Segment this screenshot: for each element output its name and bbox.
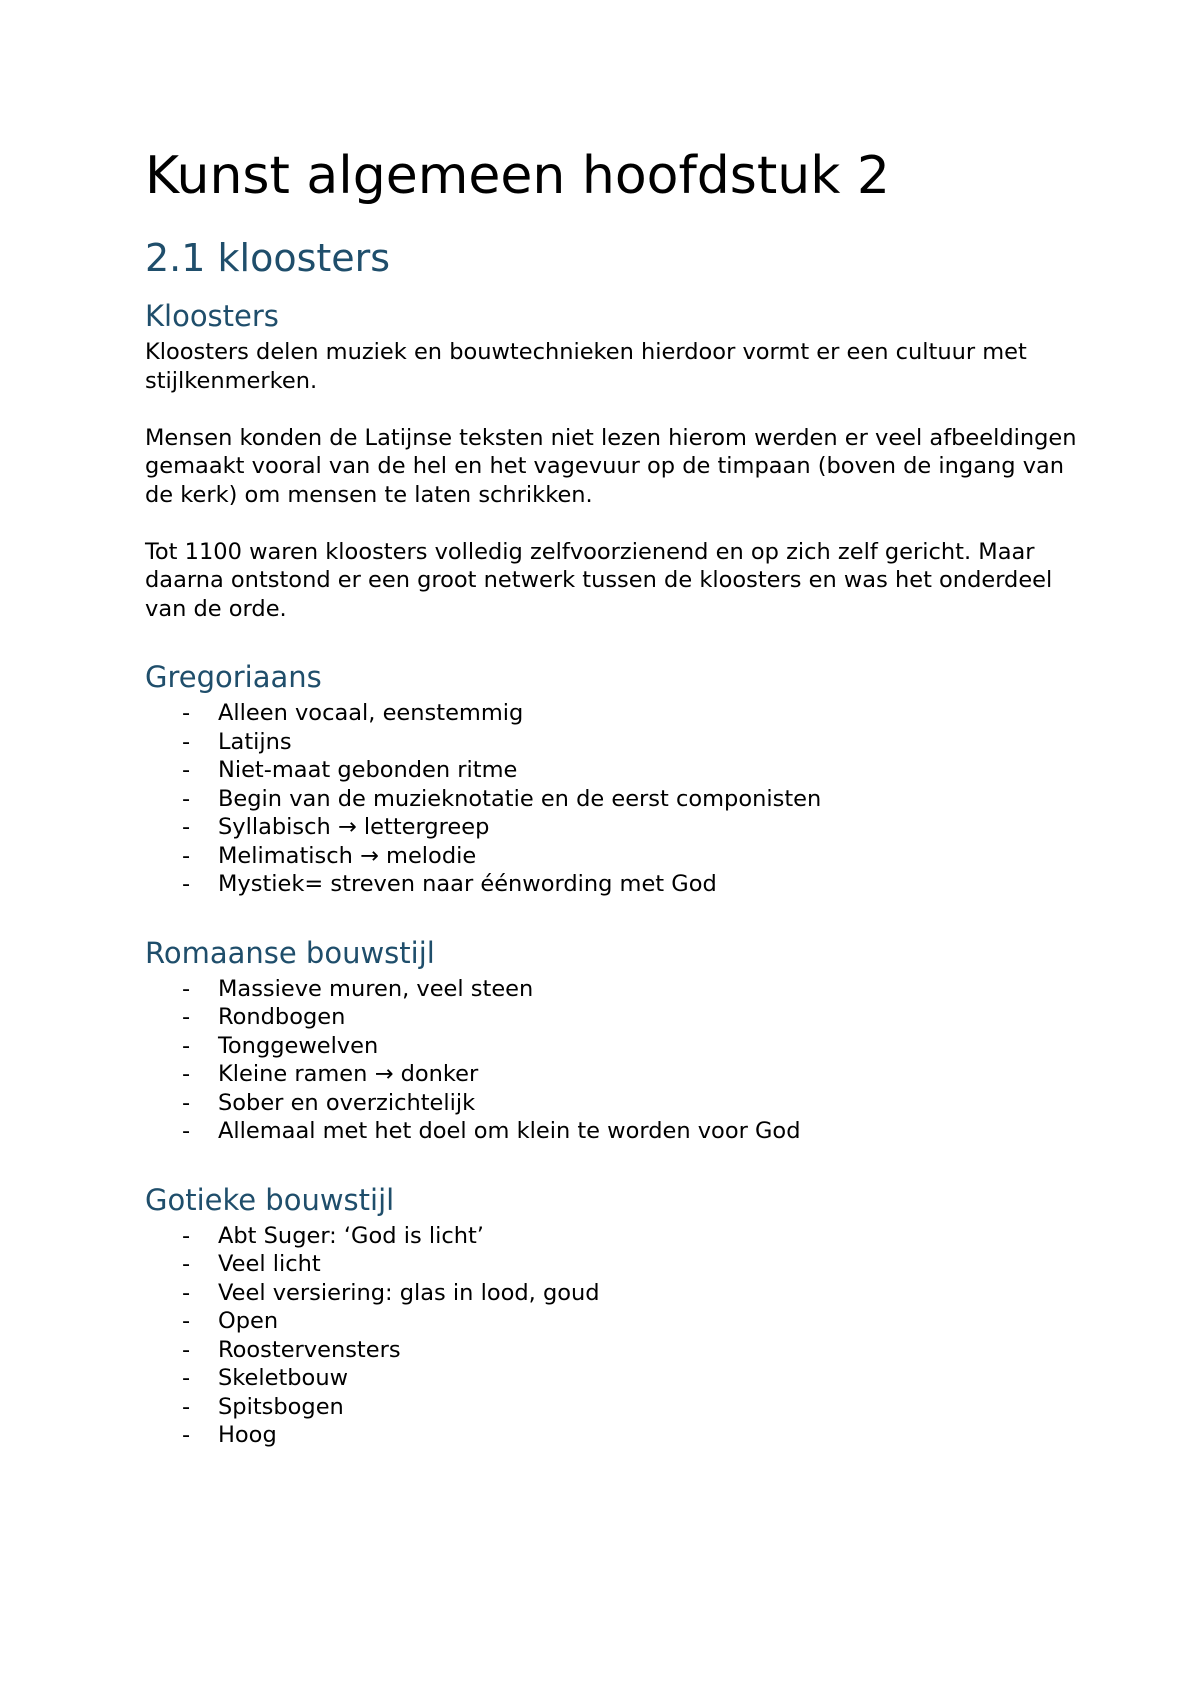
dash-bullet: - (182, 871, 191, 897)
list-item (145, 1364, 1085, 1393)
list-item-text: Sober en overzichtelijk (218, 1089, 476, 1116)
list-item (145, 975, 1085, 1004)
dash-bullet: - (182, 1061, 191, 1087)
dash-bullet: - (182, 1422, 191, 1448)
list-item-text: Begin van de muzieknotatie en de eerst componisten (218, 785, 822, 812)
section-heading: 2.1 kloosters (145, 236, 391, 280)
list-item-text: Rondbogen (218, 1004, 346, 1030)
list-item (145, 1336, 1085, 1365)
kloosters-heading: Kloosters (145, 299, 279, 333)
gregoriaans-heading: Gregoriaans (145, 660, 322, 694)
dash-bullet: - (182, 1393, 191, 1420)
romaans-list (145, 975, 1085, 1146)
list-item (145, 756, 1085, 785)
list-item (145, 1250, 1085, 1279)
dash-bullet: - (182, 1032, 191, 1059)
list-item (145, 728, 1085, 757)
list-item-text: Latijns (218, 728, 292, 755)
dash-bullet: - (182, 975, 191, 1002)
dash-bullet: - (182, 700, 191, 726)
list-item-text: Veel versiering: glas in lood, goud (218, 1279, 600, 1306)
list-item (145, 842, 1085, 871)
dash-bullet: - (182, 1308, 191, 1334)
dash-bullet: - (182, 1251, 191, 1277)
list-item-text: Melimatisch → melodie (218, 842, 477, 869)
list-item (145, 1089, 1085, 1118)
gotiek-list (145, 1222, 1085, 1450)
dash-bullet: - (182, 1336, 191, 1363)
list-item-text: Hoog (218, 1422, 277, 1448)
dash-bullet: - (182, 757, 191, 783)
list-item (145, 785, 1085, 814)
gregoriaans-list (145, 699, 1085, 899)
list-item (145, 1307, 1085, 1336)
paragraph: Mensen konden de Latijnse teksten niet lezen hierom werden er veel afbeeldingen gemaakt vooral van de hel en het vagevuur op de timpaan (boven de ingang van de kerk) om mensen te laten schrikken. (145, 424, 1077, 508)
dash-bullet: - (182, 728, 191, 755)
paragraph: Tot 1100 waren kloosters volledig zelfvoorzienend en op zich zelf gericht. Maar daarna ontstond er een groot netwerk tussen de kloosters en was het onderdeel van de orde. (145, 538, 1053, 622)
list-item (145, 1222, 1085, 1251)
gotiek-heading: Gotieke bouwstijl (145, 1182, 395, 1217)
list-item (145, 1060, 1085, 1089)
list-item-text: Syllabisch → lettergreep (218, 814, 490, 840)
dash-bullet: - (182, 1222, 191, 1249)
list-item (145, 1421, 1085, 1450)
list-item-text: Alleen vocaal, eenstemmig (218, 700, 524, 726)
dash-bullet: - (182, 1004, 191, 1030)
list-item-text: Abt Suger: ‘God is licht’ (218, 1222, 484, 1249)
list-item (145, 813, 1085, 842)
document-page (145, 140, 1085, 1450)
dash-bullet: - (182, 1089, 191, 1116)
list-item-text: Niet-maat gebonden ritme (218, 757, 518, 783)
list-item-text: Mystiek= streven naar éénwording met God (218, 871, 717, 897)
dash-bullet: - (182, 842, 191, 869)
list-item (145, 1393, 1085, 1422)
paragraph: Kloosters delen muziek en bouwtechnieken hierdoor vormt er een cultuur met stijlkenmerken. (145, 339, 1027, 394)
dash-bullet: - (182, 1279, 191, 1306)
list-item-text: Skeletbouw (218, 1365, 348, 1391)
kloosters-body (145, 338, 1085, 623)
list-item (145, 1003, 1085, 1032)
dash-bullet: - (182, 785, 191, 812)
list-item (145, 699, 1085, 728)
list-item-text: Roostervensters (218, 1336, 401, 1363)
list-item (145, 870, 1085, 899)
list-item-text: Massieve muren, veel steen (218, 975, 534, 1002)
list-item-text: Spitsbogen (218, 1393, 344, 1420)
romaans-heading: Romaanse bouwstijl (145, 935, 435, 970)
list-item-text: Allemaal met het doel om klein te worden voor God (218, 1118, 801, 1144)
list-item (145, 1032, 1085, 1061)
list-item-text: Open (218, 1308, 279, 1334)
list-item-text: Kleine ramen → donker (218, 1061, 479, 1087)
list-item (145, 1117, 1085, 1146)
document-title: Kunst algemeen hoofdstuk 2 (145, 146, 890, 206)
list-item-text: Veel licht (218, 1251, 321, 1277)
dash-bullet: - (182, 1365, 191, 1391)
dash-bullet: - (182, 1118, 191, 1144)
list-item-text: Tonggewelven (218, 1032, 379, 1059)
dash-bullet: - (182, 814, 191, 840)
list-item (145, 1279, 1085, 1308)
